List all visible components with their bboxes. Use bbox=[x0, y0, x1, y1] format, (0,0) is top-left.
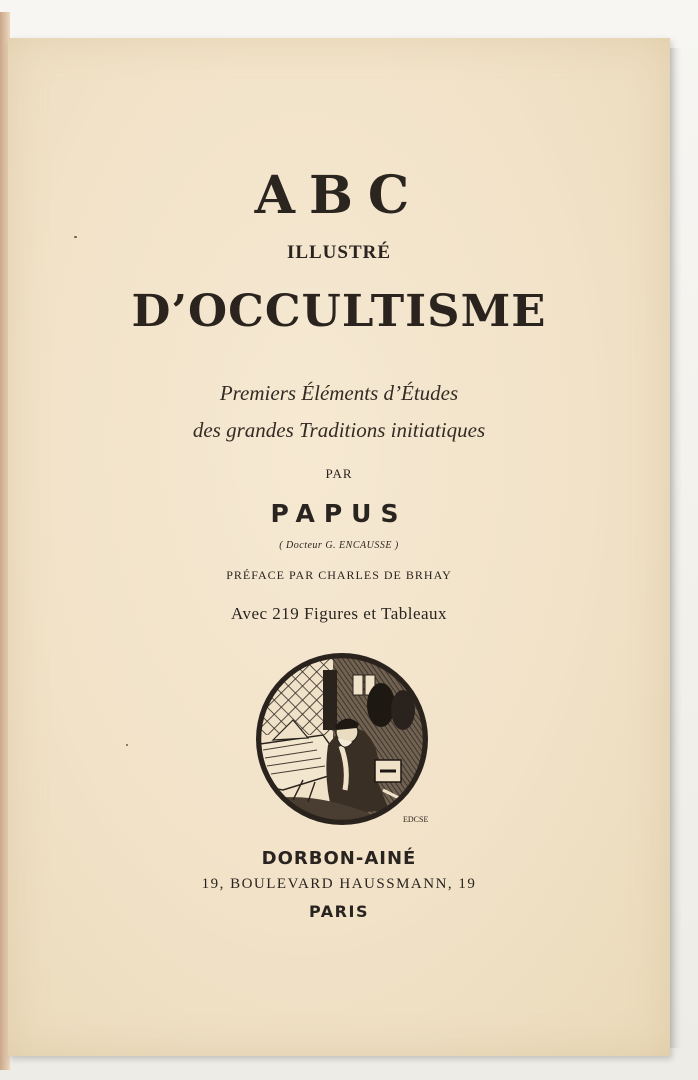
paper-speck bbox=[126, 744, 128, 746]
author-real-name: ( Docteur G. ENCAUSSE ) bbox=[279, 540, 399, 551]
title-page bbox=[8, 38, 670, 1056]
subtitle-line-2: des grandes Traditions initiatiques bbox=[192, 418, 486, 442]
publisher-name: DORBON-AINÉ bbox=[261, 848, 417, 869]
title-illustre: ILLUSTRÉ bbox=[286, 242, 392, 263]
preface-credit: PRÉFACE PAR CHARLES DE BRHAY bbox=[226, 568, 452, 582]
paper-speck bbox=[74, 236, 77, 238]
title-abc: ABC bbox=[254, 165, 424, 226]
scholar-engraving-icon bbox=[253, 650, 431, 828]
page-edge-shadow bbox=[670, 48, 682, 1048]
publisher-address: 19, BOULEVARD HAUSSMANN, 19 bbox=[201, 876, 477, 892]
figures-note: Avec 219 Figures et Tableaux bbox=[230, 604, 448, 623]
subtitle-line-1: Premiers Éléments d’Études bbox=[219, 381, 459, 405]
title-main: D’OCCULTISME bbox=[131, 286, 547, 337]
author-name: PAPUS bbox=[270, 499, 408, 528]
vignette-signature: EDCSE bbox=[403, 815, 429, 824]
publisher-city: PARIS bbox=[309, 902, 369, 921]
by-label: PAR bbox=[325, 466, 353, 481]
